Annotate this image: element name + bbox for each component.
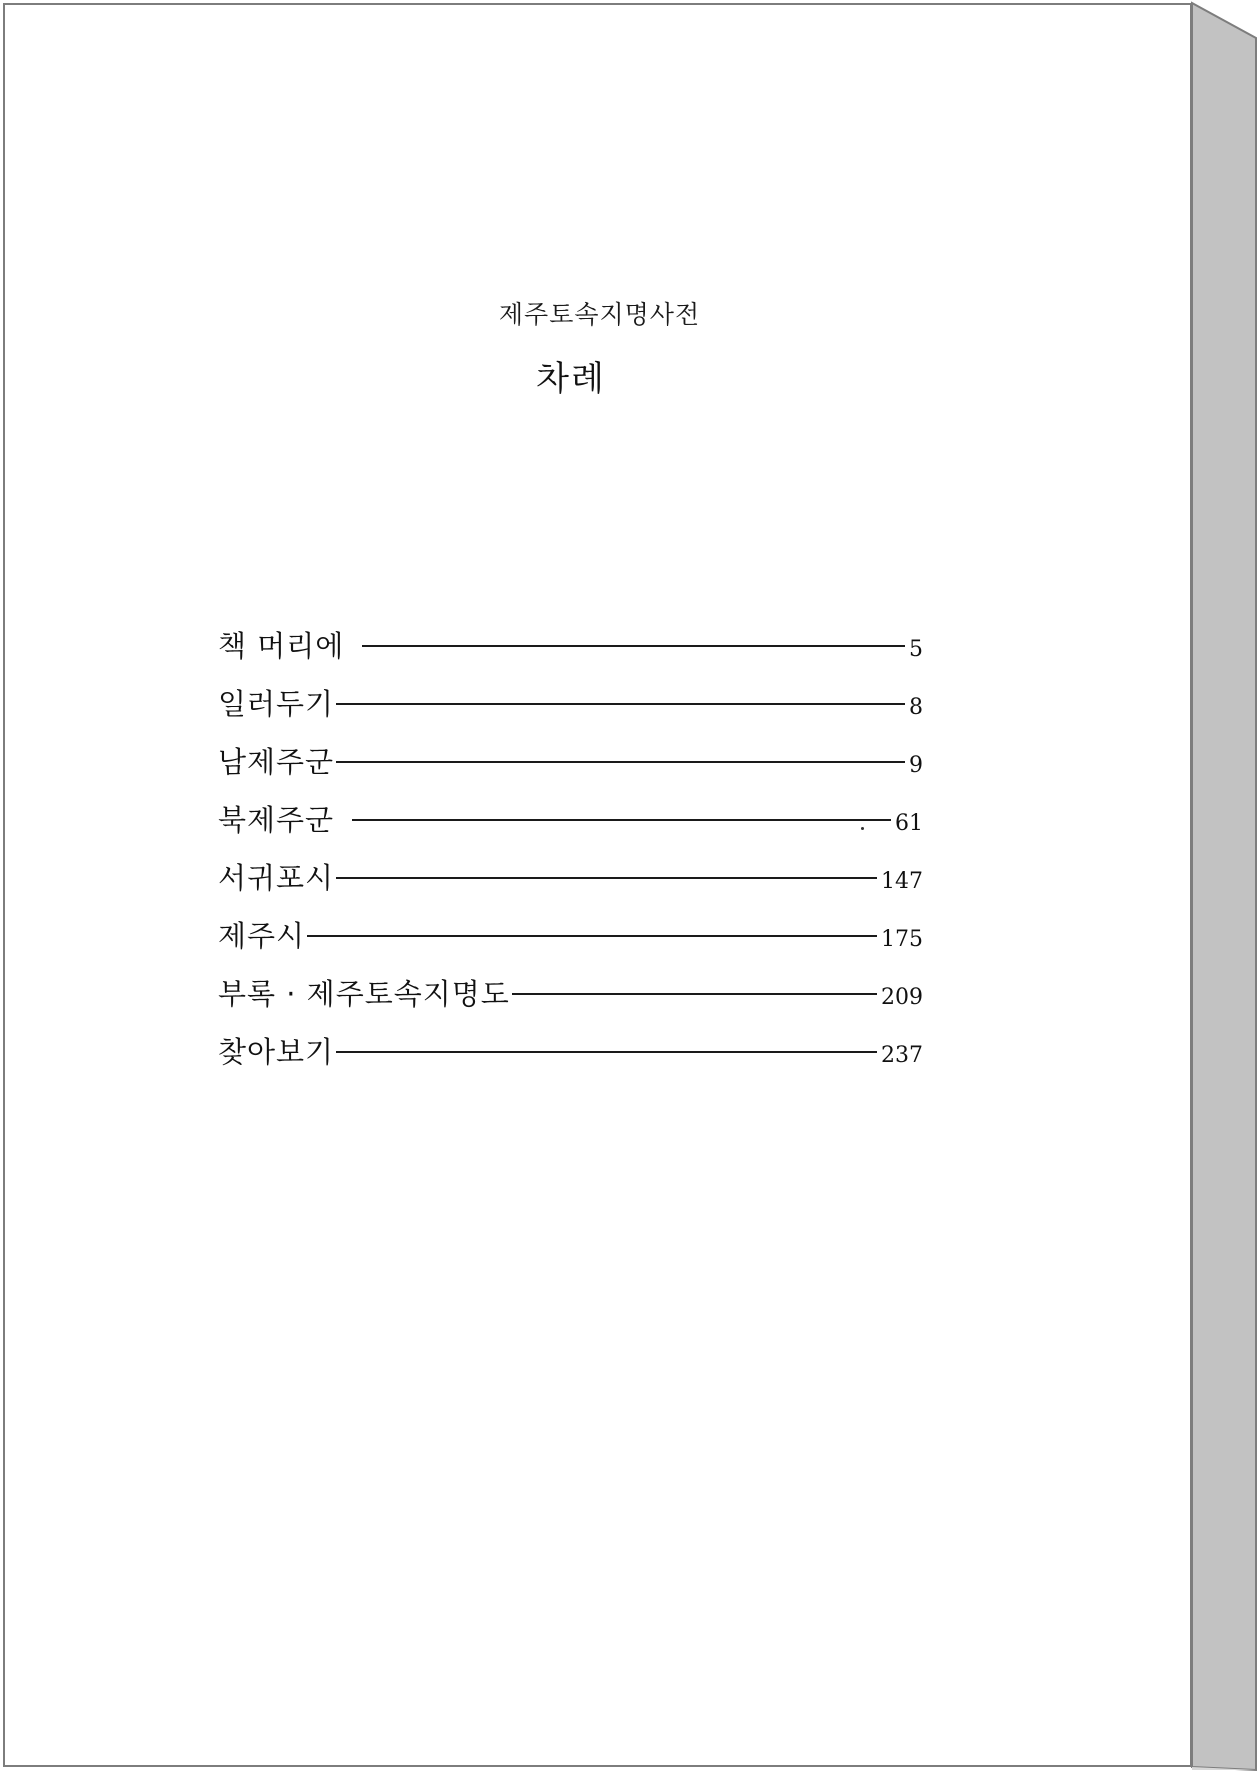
toc-leader-line: [336, 1051, 877, 1053]
toc-entry-label: 남제주군: [218, 744, 335, 779]
toc-entry[interactable]: [218, 963, 923, 1021]
scan-speck: [861, 827, 864, 830]
toc-entry-label: 제주시: [218, 918, 306, 953]
toc-entry[interactable]: [218, 673, 923, 731]
toc-entry-page: 61: [895, 810, 923, 836]
toc-entry[interactable]: [218, 1021, 923, 1079]
toc-leader-line: [362, 645, 905, 647]
toc-entry-page: 147: [881, 868, 923, 894]
toc-entry[interactable]: [218, 847, 923, 905]
toc-entry-page: 5: [909, 636, 923, 662]
toc-entry-page: 209: [881, 984, 923, 1010]
table-of-contents: [218, 615, 923, 1079]
toc-entry-label: 북제주군: [218, 802, 335, 837]
toc-leader-line: [336, 761, 905, 763]
book-title: 제주토속지명사전: [498, 300, 701, 329]
toc-entry-label: 서귀포시: [218, 860, 335, 895]
toc-entry[interactable]: [218, 731, 923, 789]
toc-entry-page: 237: [881, 1042, 923, 1068]
toc-entry-label: 책 머리에: [218, 628, 345, 663]
toc-entry-page: 175: [881, 926, 923, 952]
toc-entry-label: 부록 · 제주토속지명도: [218, 976, 510, 1011]
toc-entry[interactable]: [218, 905, 923, 963]
toc-entry-page: 9: [909, 752, 923, 778]
toc-leader-line: [352, 819, 891, 821]
toc-leader-line: [512, 993, 877, 995]
toc-entry-page: 8: [909, 694, 923, 720]
document-page: [3, 3, 1192, 1767]
toc-heading: 차례: [536, 359, 606, 399]
toc-leader-line: [307, 935, 877, 937]
toc-entry-label: 찾아보기: [218, 1034, 335, 1069]
toc-entry[interactable]: [218, 789, 923, 847]
toc-leader-line: [336, 703, 905, 705]
toc-entry-label: 일러두기: [218, 686, 335, 721]
toc-entry[interactable]: [218, 615, 923, 673]
toc-leader-line: [336, 877, 877, 879]
